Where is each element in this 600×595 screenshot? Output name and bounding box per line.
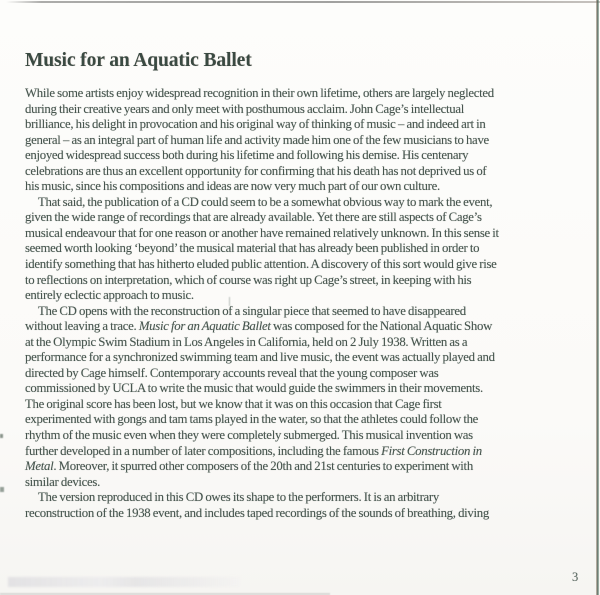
text-line (25, 381, 585, 397)
text-line (25, 444, 585, 460)
scan-edge-top (6, 1, 600, 3)
page-number: 3 (572, 570, 579, 584)
italic-phrase: Music for an Aquatic Ballet (138, 319, 271, 334)
text-line (25, 506, 585, 522)
text-segment: celebrations are thus an excellent opportunity for confirming that his death has not deprived us of (25, 163, 487, 178)
page-title: Music for an Aquatic Ballet (25, 50, 252, 71)
text-segment: entirely eclectic approach to music. (25, 288, 194, 303)
italic-phrase: First Construction in (381, 443, 482, 458)
text-segment: . Moreover, it spurred other composers of the 20th and 21st centuries to experiment with (53, 459, 473, 474)
text-line (25, 241, 585, 257)
text-line (25, 397, 585, 413)
text-line (25, 319, 585, 335)
text-line (25, 226, 585, 242)
text-line (25, 428, 585, 444)
text-segment: without leaving a trace. (25, 319, 139, 334)
scan-speck (0, 487, 4, 492)
text-segment: seemed worth looking ‘beyond’ the musical material that has already been published in order to (25, 241, 480, 256)
text-line (25, 102, 585, 118)
text-line (25, 133, 585, 149)
scan-smudge-bottom (8, 577, 240, 587)
text-line (25, 366, 585, 382)
text-segment: identify something that has hitherto eluded public attention. A discovery of this sort would give rise (25, 257, 497, 272)
article-text (25, 86, 585, 521)
text-line (25, 412, 585, 428)
text-line (25, 148, 585, 164)
paragraph (25, 490, 585, 521)
text-line (25, 304, 585, 320)
text-segment: The version reproduced in this CD owes its shape to the performers. It is an arbitrary (38, 490, 439, 505)
text-segment: experimented with gongs and tam tams played in the water, so that the athletes could follow the (25, 412, 479, 427)
text-segment: similar devices. (25, 474, 101, 489)
text-segment: The original score has been lost, but we know that it was on this occasion that Cage first (25, 396, 442, 411)
text-segment: further developed in a number of later compositions, including the famous (25, 443, 382, 458)
text-line (25, 179, 585, 195)
text-line (25, 86, 585, 102)
text-segment: to reflections on interpretation, which of course was right up Cage’s street, in keeping with his (25, 272, 472, 287)
text-segment: reconstruction of the 1938 event, and includes taped recordings of the sounds of breathing, diving (25, 505, 489, 520)
text-line (25, 335, 585, 351)
text-segment: his music, since his compositions and ideas are now very much part of our own culture. (25, 179, 440, 194)
text-line (25, 117, 585, 133)
text-line (25, 490, 585, 506)
italic-phrase: Metal (25, 459, 54, 474)
text-segment: directed by Cage himself. Contemporary accounts reveal that the young composer was (25, 365, 439, 380)
text-segment: given the wide range of recordings that are already available. Yet there are still aspects of Cage’s (25, 210, 482, 225)
text-line (25, 210, 585, 226)
text-segment: at the Olympic Swim Stadium in Los Angeles in California, held on 2 July 1938. Written as a (25, 334, 468, 349)
text-segment: commissioned by UCLA to write the music that would guide the swimmers in their movements. (25, 381, 483, 396)
scan-speck (0, 434, 3, 438)
text-segment: enjoyed widespread success both during his lifetime and following his demise. His centenary (25, 148, 469, 163)
text-segment: musical endeavour that for one reason or another have remained relatively unknown. In this sense it (25, 225, 499, 240)
text-segment: rhythm of the music even when they were completely submerged. This musical invention was (25, 428, 473, 443)
text-segment: during their creative years and only meet with posthumous acclaim. John Cage’s intellectual (25, 101, 464, 116)
text-segment: performance for a synchronized swimming team and live music, the event was actually played and (25, 350, 495, 365)
paragraph (25, 86, 585, 195)
text-line (25, 475, 585, 491)
text-line (25, 459, 585, 475)
text-line (25, 350, 585, 366)
text-line (25, 288, 585, 304)
text-segment: was composed for the National Aquatic Show (270, 319, 493, 334)
text-segment: While some artists enjoy widespread recognition in their own lifetime, others are largely neglected (25, 86, 494, 100)
text-segment: brilliance, his delight in provocation and his original way of thinking of music – and indeed art in (25, 117, 486, 132)
scan-edge-right (596, 0, 599, 595)
text-line (25, 164, 585, 180)
paragraph (25, 195, 585, 304)
text-line (25, 273, 585, 289)
paragraph (25, 304, 585, 491)
text-segment: That said, the publication of a CD could seem to be a somewhat obvious way to mark the event, (38, 194, 493, 209)
text-line (25, 257, 585, 273)
text-segment: The CD opens with the reconstruction of a singular piece that seemed to have disappeared (38, 303, 466, 318)
text-segment: general – as an integral part of human life and activity made him one of the few musicians to have (25, 132, 489, 147)
text-line (25, 195, 585, 211)
